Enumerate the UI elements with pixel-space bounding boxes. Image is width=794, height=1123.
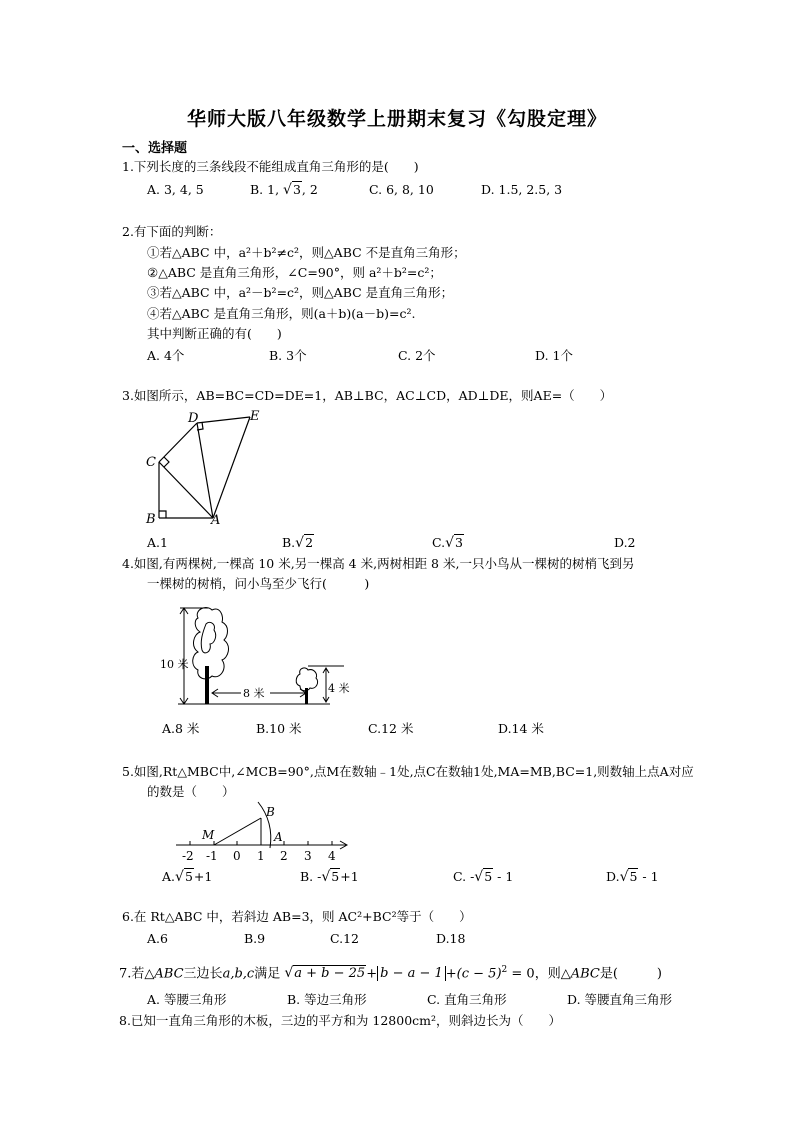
page-title: 华师大版八年级数学上册期末复习《勾股定理》 <box>186 108 607 130</box>
q3-option-b-radicand: 2 <box>305 535 314 550</box>
q5-option-c <box>453 869 513 885</box>
q7-option-c: C. 直角三角形 <box>427 992 507 1007</box>
q7-tail-2: = 0，则 <box>507 966 561 982</box>
q1-option-d: D. 1.5, 2.5, 3 <box>481 182 563 197</box>
sqrt-symbol: √2 <box>295 535 314 551</box>
sqrt-symbol: √3 <box>283 182 301 198</box>
q7-mid-1: 三边长 <box>183 966 223 982</box>
q7-end: 是( ) <box>599 966 662 982</box>
q5-option-c-suffix: - 1 <box>493 869 514 884</box>
label-c: C <box>146 455 156 470</box>
q1-option-c: C. 6, 8, 10 <box>369 182 434 197</box>
tick-label: -1 <box>206 849 218 863</box>
label-m: M <box>202 828 215 842</box>
q5-option-a-suffix: +1 <box>193 869 213 884</box>
sqrt-symbol: √5 <box>175 869 193 885</box>
segment-mb <box>214 818 261 845</box>
q3-option-c-prefix: C. <box>432 535 446 550</box>
q1-option-b-radicand: 3 <box>292 182 301 197</box>
q2-statement-4: ④若△ABC 是直角三角形，则(a＋b)(a－b)=c². <box>147 306 416 321</box>
label-e: E <box>250 409 260 424</box>
tick-label: -2 <box>182 849 194 863</box>
q5-option-a <box>162 869 212 885</box>
q6-option-b: B.9 <box>244 931 266 946</box>
q1-option-b-suffix: , 2 <box>301 182 318 197</box>
q3-figure <box>140 405 270 530</box>
label-a: A <box>274 830 283 844</box>
q7-triangle-abc-2: △ABC <box>560 966 600 982</box>
q5-option-d-radicand: 5 <box>629 869 638 884</box>
q4-figure <box>158 600 358 712</box>
q3-option-b-prefix: B. <box>282 535 296 550</box>
q5-option-d-suffix: - 1 <box>638 869 659 884</box>
q5-option-b-prefix: B. - <box>300 869 322 884</box>
q1-option-a: A. 3, 4, 5 <box>147 182 204 197</box>
label-4-meters: 4 米 <box>328 682 350 695</box>
section-heading: 一、选择题 <box>122 141 188 156</box>
q3-option-c <box>432 535 464 551</box>
q7-radicand: a + b − 25 <box>294 966 366 982</box>
sqrt-symbol: √a + b − 25 <box>284 965 366 982</box>
tick-label: 0 <box>233 849 241 863</box>
q1-option-b-prefix: B. 1, <box>250 182 284 197</box>
segment-ae <box>213 417 250 518</box>
tick-label: 4 <box>328 849 336 863</box>
sqrt-symbol: √3 <box>445 535 463 551</box>
q5-option-b-suffix: +1 <box>340 869 359 884</box>
q2-question: 其中判断正确的有( ) <box>147 326 282 341</box>
q6-option-c: C.12 <box>330 931 359 946</box>
tall-tree-trunk <box>205 666 209 704</box>
q2-statement-2: ②△ABC 是直角三角形，∠C=90°，则 a²＋b²=c²； <box>147 265 442 280</box>
q4-option-a: A.8 米 <box>162 721 200 736</box>
q7-variables: a,b,c <box>222 966 255 982</box>
q7-exponent: 2 <box>501 965 508 975</box>
question-6-stem: 6.在 Rt△ABC 中，若斜边 AB=3，则 AC²+BC²等于（ ） <box>122 909 472 924</box>
q5-option-a-prefix: A. <box>162 869 176 884</box>
tick-label: 2 <box>280 849 288 863</box>
tall-tree-crown-detail <box>201 622 215 652</box>
question-8-stem: 8.已知一直角三角形的木板，三边的平方和为 12800cm²，则斜边长为（ ） <box>119 1013 562 1028</box>
tall-tree-crown-icon <box>193 608 229 679</box>
question-1-stem: 1.下列长度的三条线段不能组成直角三角形的是( ) <box>122 159 419 174</box>
q3-option-c-radicand: 3 <box>455 535 463 550</box>
q7-triangle-abc: △ABC <box>144 966 184 982</box>
sqrt-symbol: √5 <box>619 869 638 885</box>
q2-option-c: C. 2个 <box>398 348 436 363</box>
q2-statement-3: ③若△ABC 中，a²－b²=c²，则△ABC 是直角三角形； <box>147 285 454 300</box>
q5-option-d <box>606 869 659 885</box>
q1-option-b <box>250 182 318 198</box>
q2-option-b: B. 3个 <box>269 348 307 363</box>
q7-absolute-value: b − a − 1 <box>377 966 446 981</box>
q5-number-line-figure <box>170 798 355 864</box>
right-angle-mark-c <box>164 457 169 467</box>
q5-option-b-radicand: 5 <box>331 869 340 884</box>
q2-option-a: A. 4个 <box>147 348 185 363</box>
sqrt-symbol: √5 <box>321 869 340 885</box>
q3-option-a: A.1 <box>147 535 168 550</box>
q5-option-c-prefix: C. - <box>453 869 475 884</box>
q6-option-d: D.18 <box>436 931 466 946</box>
label-b: B <box>146 512 156 527</box>
q5-option-b <box>300 869 359 885</box>
q3-option-d: D.2 <box>614 535 636 550</box>
label-b: B <box>266 805 275 819</box>
question-4-line-1: 4.如图,有两棵树,一棵高 10 米,另一棵高 4 米,两树相距 8 米,一只小鸟从一棵树的树梢飞到另 <box>122 556 635 571</box>
question-3-stem: 3.如图所示，AB=BC=CD=DE=1，AB⊥BC，AC⊥CD，AD⊥DE，则AE=（ ） <box>122 388 613 403</box>
q4-option-b: B.10 米 <box>256 721 302 736</box>
question-4-line-2: 一棵树的树梢，问小鸟至少飞行( ) <box>147 576 370 591</box>
q7-mid-2: 满足 <box>254 966 281 982</box>
q7-option-a: A. 等腰三角形 <box>147 992 227 1007</box>
tick-label: 1 <box>257 849 265 863</box>
short-tree-crown-icon <box>296 668 317 691</box>
q5-option-d-prefix: D. <box>606 869 620 884</box>
label-8-meters: 8 米 <box>243 687 265 700</box>
tick-label: 3 <box>304 849 312 863</box>
segment-cd <box>159 423 197 462</box>
label-a: A <box>211 513 221 528</box>
label-10-meters: 10 米 <box>160 658 189 671</box>
q7-tail-1: +(c − 5) <box>445 966 502 982</box>
right-angle-mark-b <box>159 511 166 518</box>
q2-statement-1: ①若△ABC 中，a²＋b²≠c²，则△ABC 不是直角三角形； <box>147 245 466 260</box>
q2-option-d: D. 1个 <box>535 348 573 363</box>
q4-option-d: D.14 米 <box>498 721 544 736</box>
segment-de <box>197 417 250 423</box>
question-2-stem: 2.有下面的判断： <box>122 224 222 239</box>
q7-option-d: D. 等腰直角三角形 <box>567 992 673 1007</box>
question-5-line-1: 5.如图,Rt△MBC中,∠MCB=90°,点M在数轴﹣1处,点C在数轴1处,MA=MB,BC=1,则数轴上点A对应 <box>122 764 694 779</box>
q4-option-c: C.12 米 <box>368 721 414 736</box>
question-7-stem: 7.若△ABC三边长a,b,c满足 $√a + b - 25+ b - a - 1 +(c - 5)^2 = 0$，则△ABC是( ) <box>119 960 662 984</box>
short-tree-trunk <box>305 688 308 704</box>
q5-option-a-radicand: 5 <box>184 869 193 884</box>
q7-prefix: 7.若 <box>119 966 145 982</box>
q7-option-b: B. 等边三角形 <box>287 992 367 1007</box>
question-5-line-2: 的数是（ ） <box>147 784 235 799</box>
q3-option-b <box>282 535 314 551</box>
q5-option-c-radicand: 5 <box>484 869 493 884</box>
q6-option-a: A.6 <box>147 931 168 946</box>
label-d: D <box>188 411 199 426</box>
sqrt-symbol: √5 <box>474 869 493 885</box>
